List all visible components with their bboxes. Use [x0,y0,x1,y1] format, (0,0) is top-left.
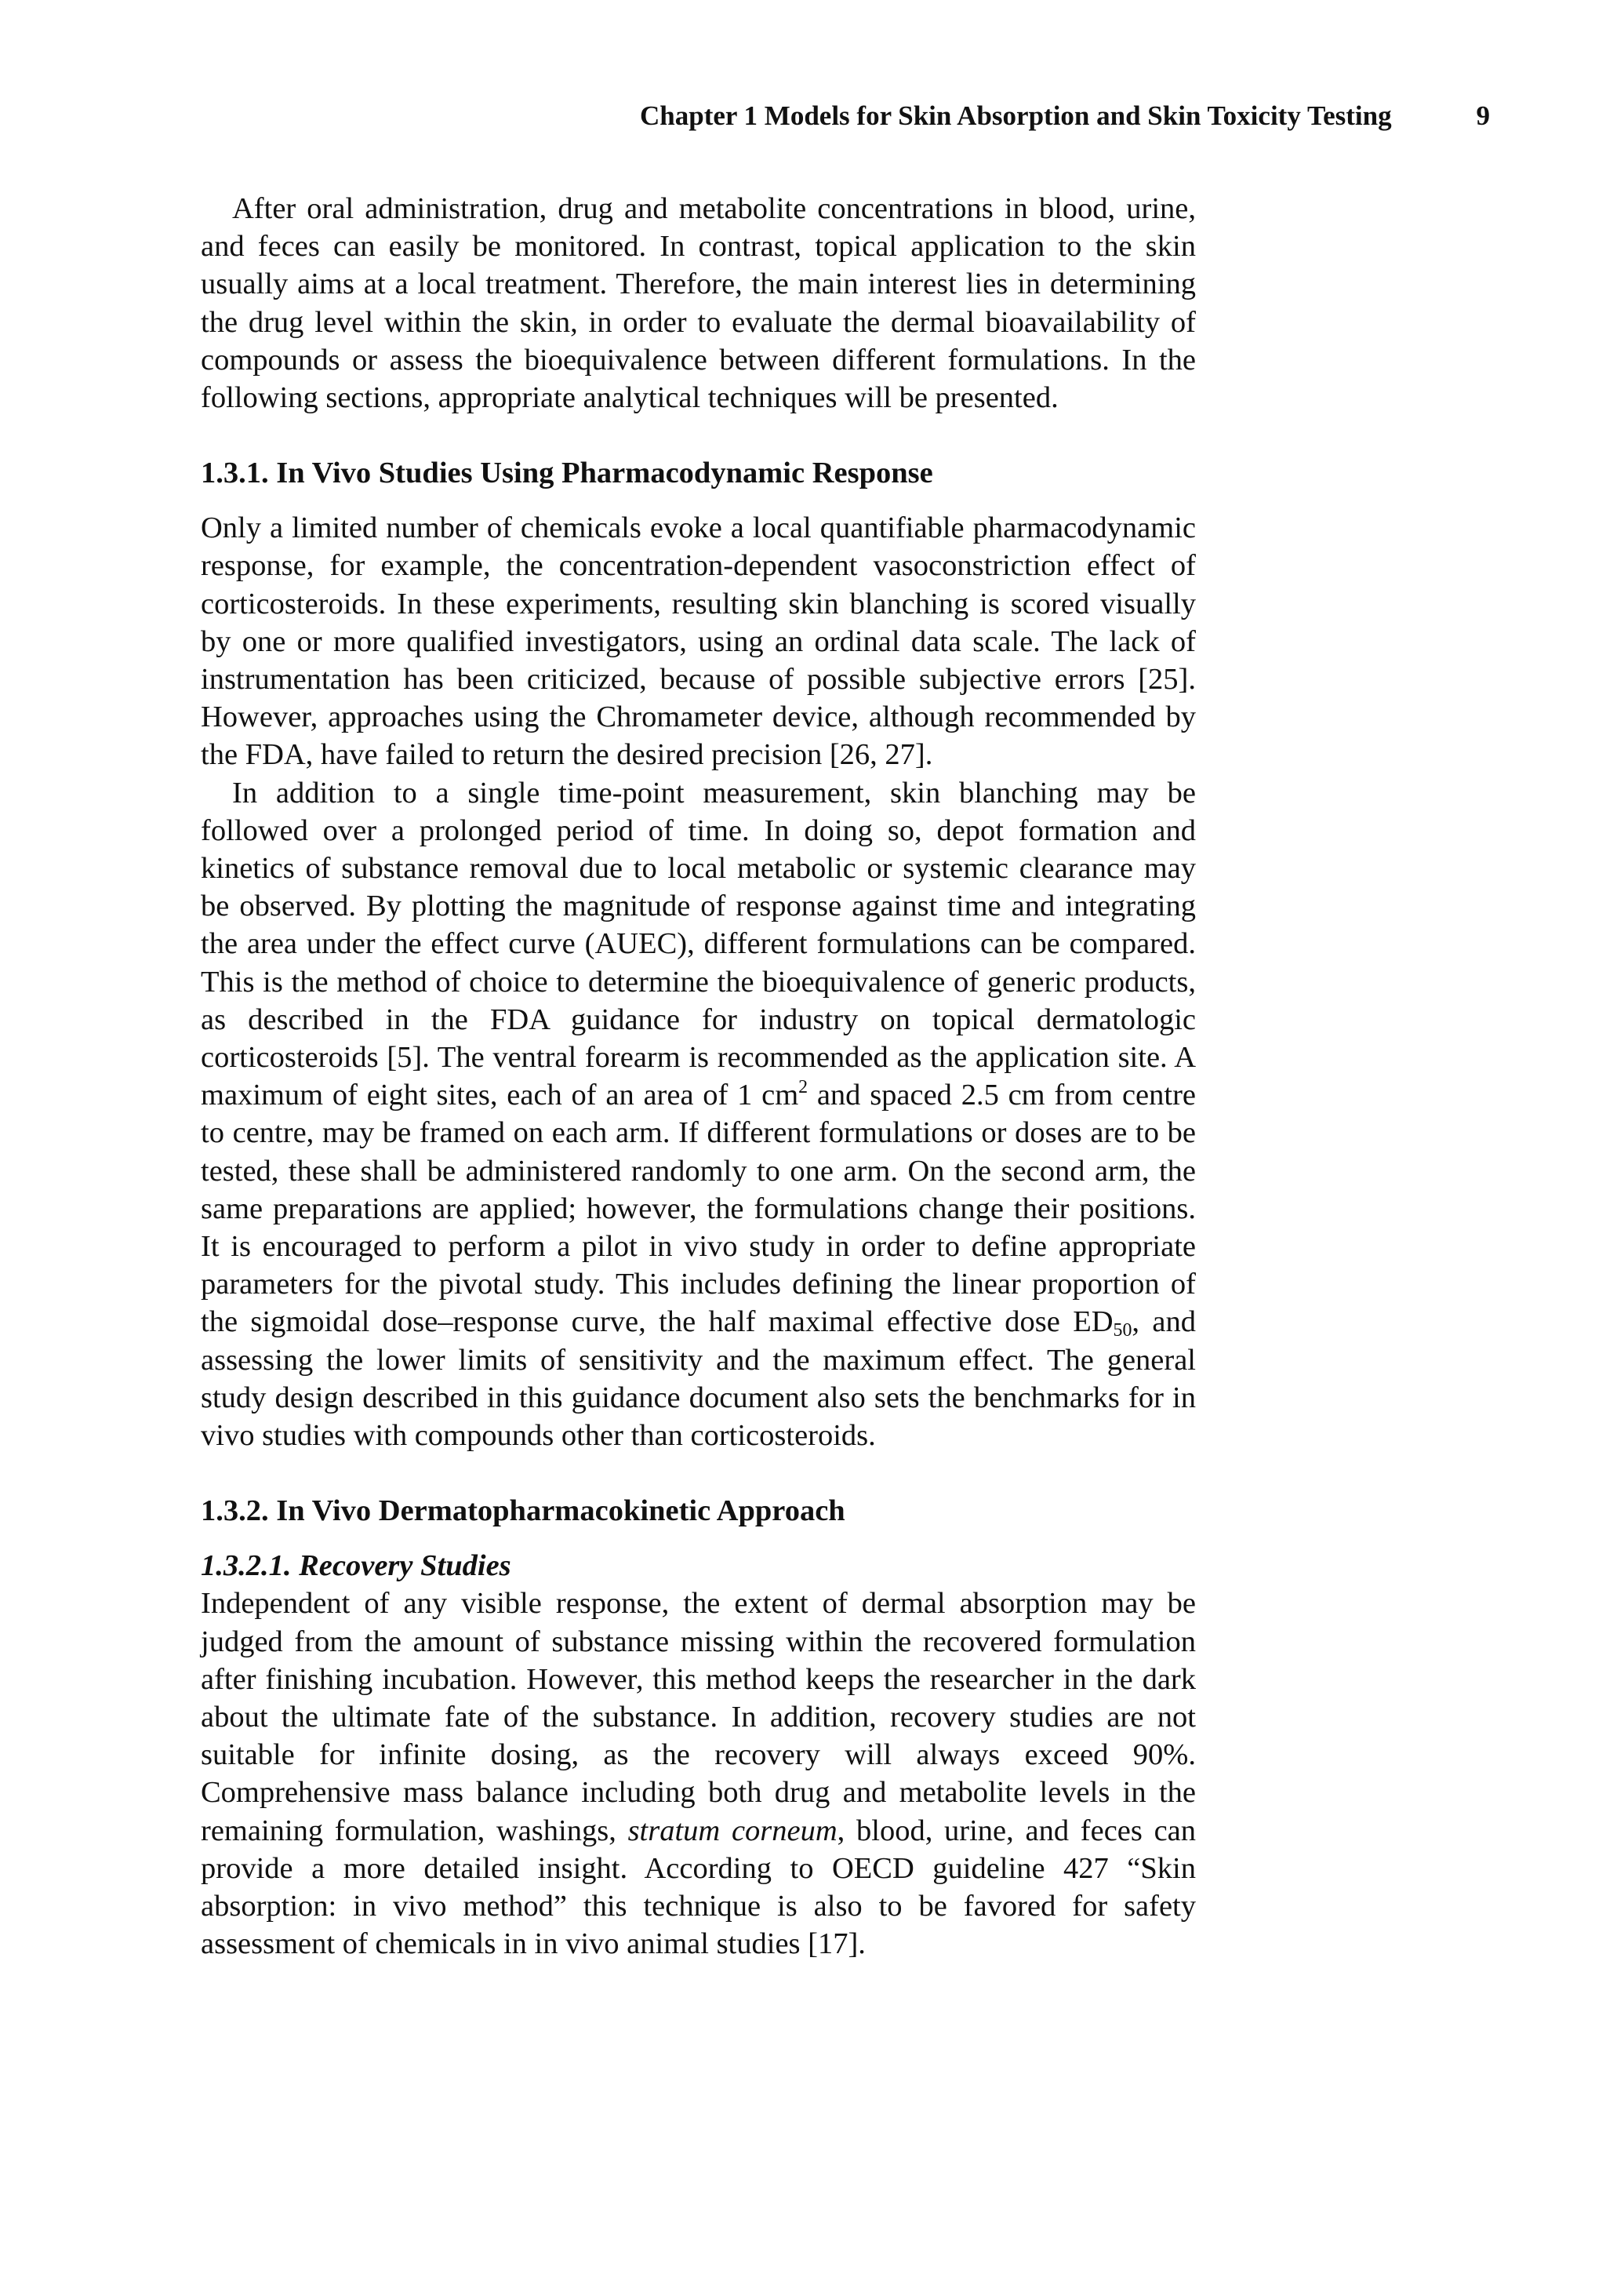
para2-part-a: In addition to a single time-point measurement, skin blanching may be followed over a prolonged period of time. In doing so, depot formation and kinetics of substance removal due to local metabolic or systemic clearance may be observed. By plotting the magnitude of response against time and integrating the area under the effect curve (AUEC), different formulations can be compared. This is the method of choice to determine the bioequivalence of generic products, as described in the FDA guidance for industry on topical dermatologic corticosteroids [5]. The ventral forearm is recommended as the application site. A maximum of eight sites, each of an area of 1 cm [201,776,1196,1112]
subsection-heading-1-3-2-1: 1.3.2.1. Recovery Studies [201,1549,511,1583]
chapter-title: Chapter 1 Models for Skin Absorption and Skin Toxicity Testing [640,100,1392,131]
subscript-50: 50 [1113,1320,1132,1341]
stratum-corneum-italic: stratum corneum [627,1814,838,1847]
running-head [640,97,1490,135]
intro-paragraph: After oral administration, drug and metabolite concentrations in blood, urine, and feces can easily be monitored. In contrast, topical application to the skin usually aims at a local treatment. Therefore, the main interest lies in determining the drug level within the skin, in order to evaluate the dermal bioavailability of compounds or assess the bioequivalence between different formulations. In the following sections, appropriate analytical techniques will be presented. [201,192,1196,415]
superscript-2: 2 [798,1077,808,1098]
section-1-3-1-paragraph-2 [201,774,1196,1455]
section-heading-1-3-1: 1.3.1. In Vivo Studies Using Pharmacodynamic Response [201,457,933,490]
body-text [201,190,1196,1963]
para2-part-c: , and assessing the lower limits of sensitivity and the maximum effect. The general study design described in this guidance document also sets the benchmarks for in vivo studies with compounds other than corticosteroids. [201,1305,1196,1453]
section-1-3-1-paragraph-1: Only a limited number of chemicals evoke a local quantifiable pharmacodynamic response, for example, the concentration-dependent vasoconstriction effect of corticosteroids. In these experiments, resulting skin blanching is scored visually by one or more qualified investigators, using an ordinal data scale. The lack of instrumentation has been criticized, because of possible subjective errors [25]. However, approaches using the Chromameter device, although recommended by the FDA, have failed to return the desired precision [26, 27]. [201,511,1196,772]
section-1-3-2-1-paragraph [201,1585,1196,1963]
section-heading-1-3-2: 1.3.2. In Vivo Dermatopharmacokinetic Approach [201,1494,845,1528]
para2-part-b: and spaced 2.5 cm from centre to centre, may be framed on each arm. If different formulations or doses are to be tested, these shall be administered randomly to one arm. On the second arm, the same preparations are applied; however, the formulations change their positions. It is encouraged to perform a pilot in vivo study in order to define appropriate parameters for the pivotal study. This includes defining the linear proportion of the sigmoidal dose–response curve, the half maximal effective dose ED [201,1079,1196,1339]
recovery-part-b: , blood, urine, and feces can provide a more detailed insight. According to OECD guideline 427 “Skin absorption: in vivo method” this technique is also to be favored for safety assessment of chemicals in in vivo animal studies [17]. [201,1814,1197,1961]
page-number: 9 [1476,100,1490,131]
recovery-part-a: Independent of any visible response, the extent of dermal absorption may be judged from the amount of substance missing within the recovered formulation after finishing incubation. However, this method keeps the researcher in the dark about the ultimate fate of the substance. In addition, recovery studies are not suitable for infinite dosing, as the recovery will always exceed 90%. Comprehensive mass balance including both drug and metabolite levels in the remaining formulation, washings, [201,1587,1196,1847]
